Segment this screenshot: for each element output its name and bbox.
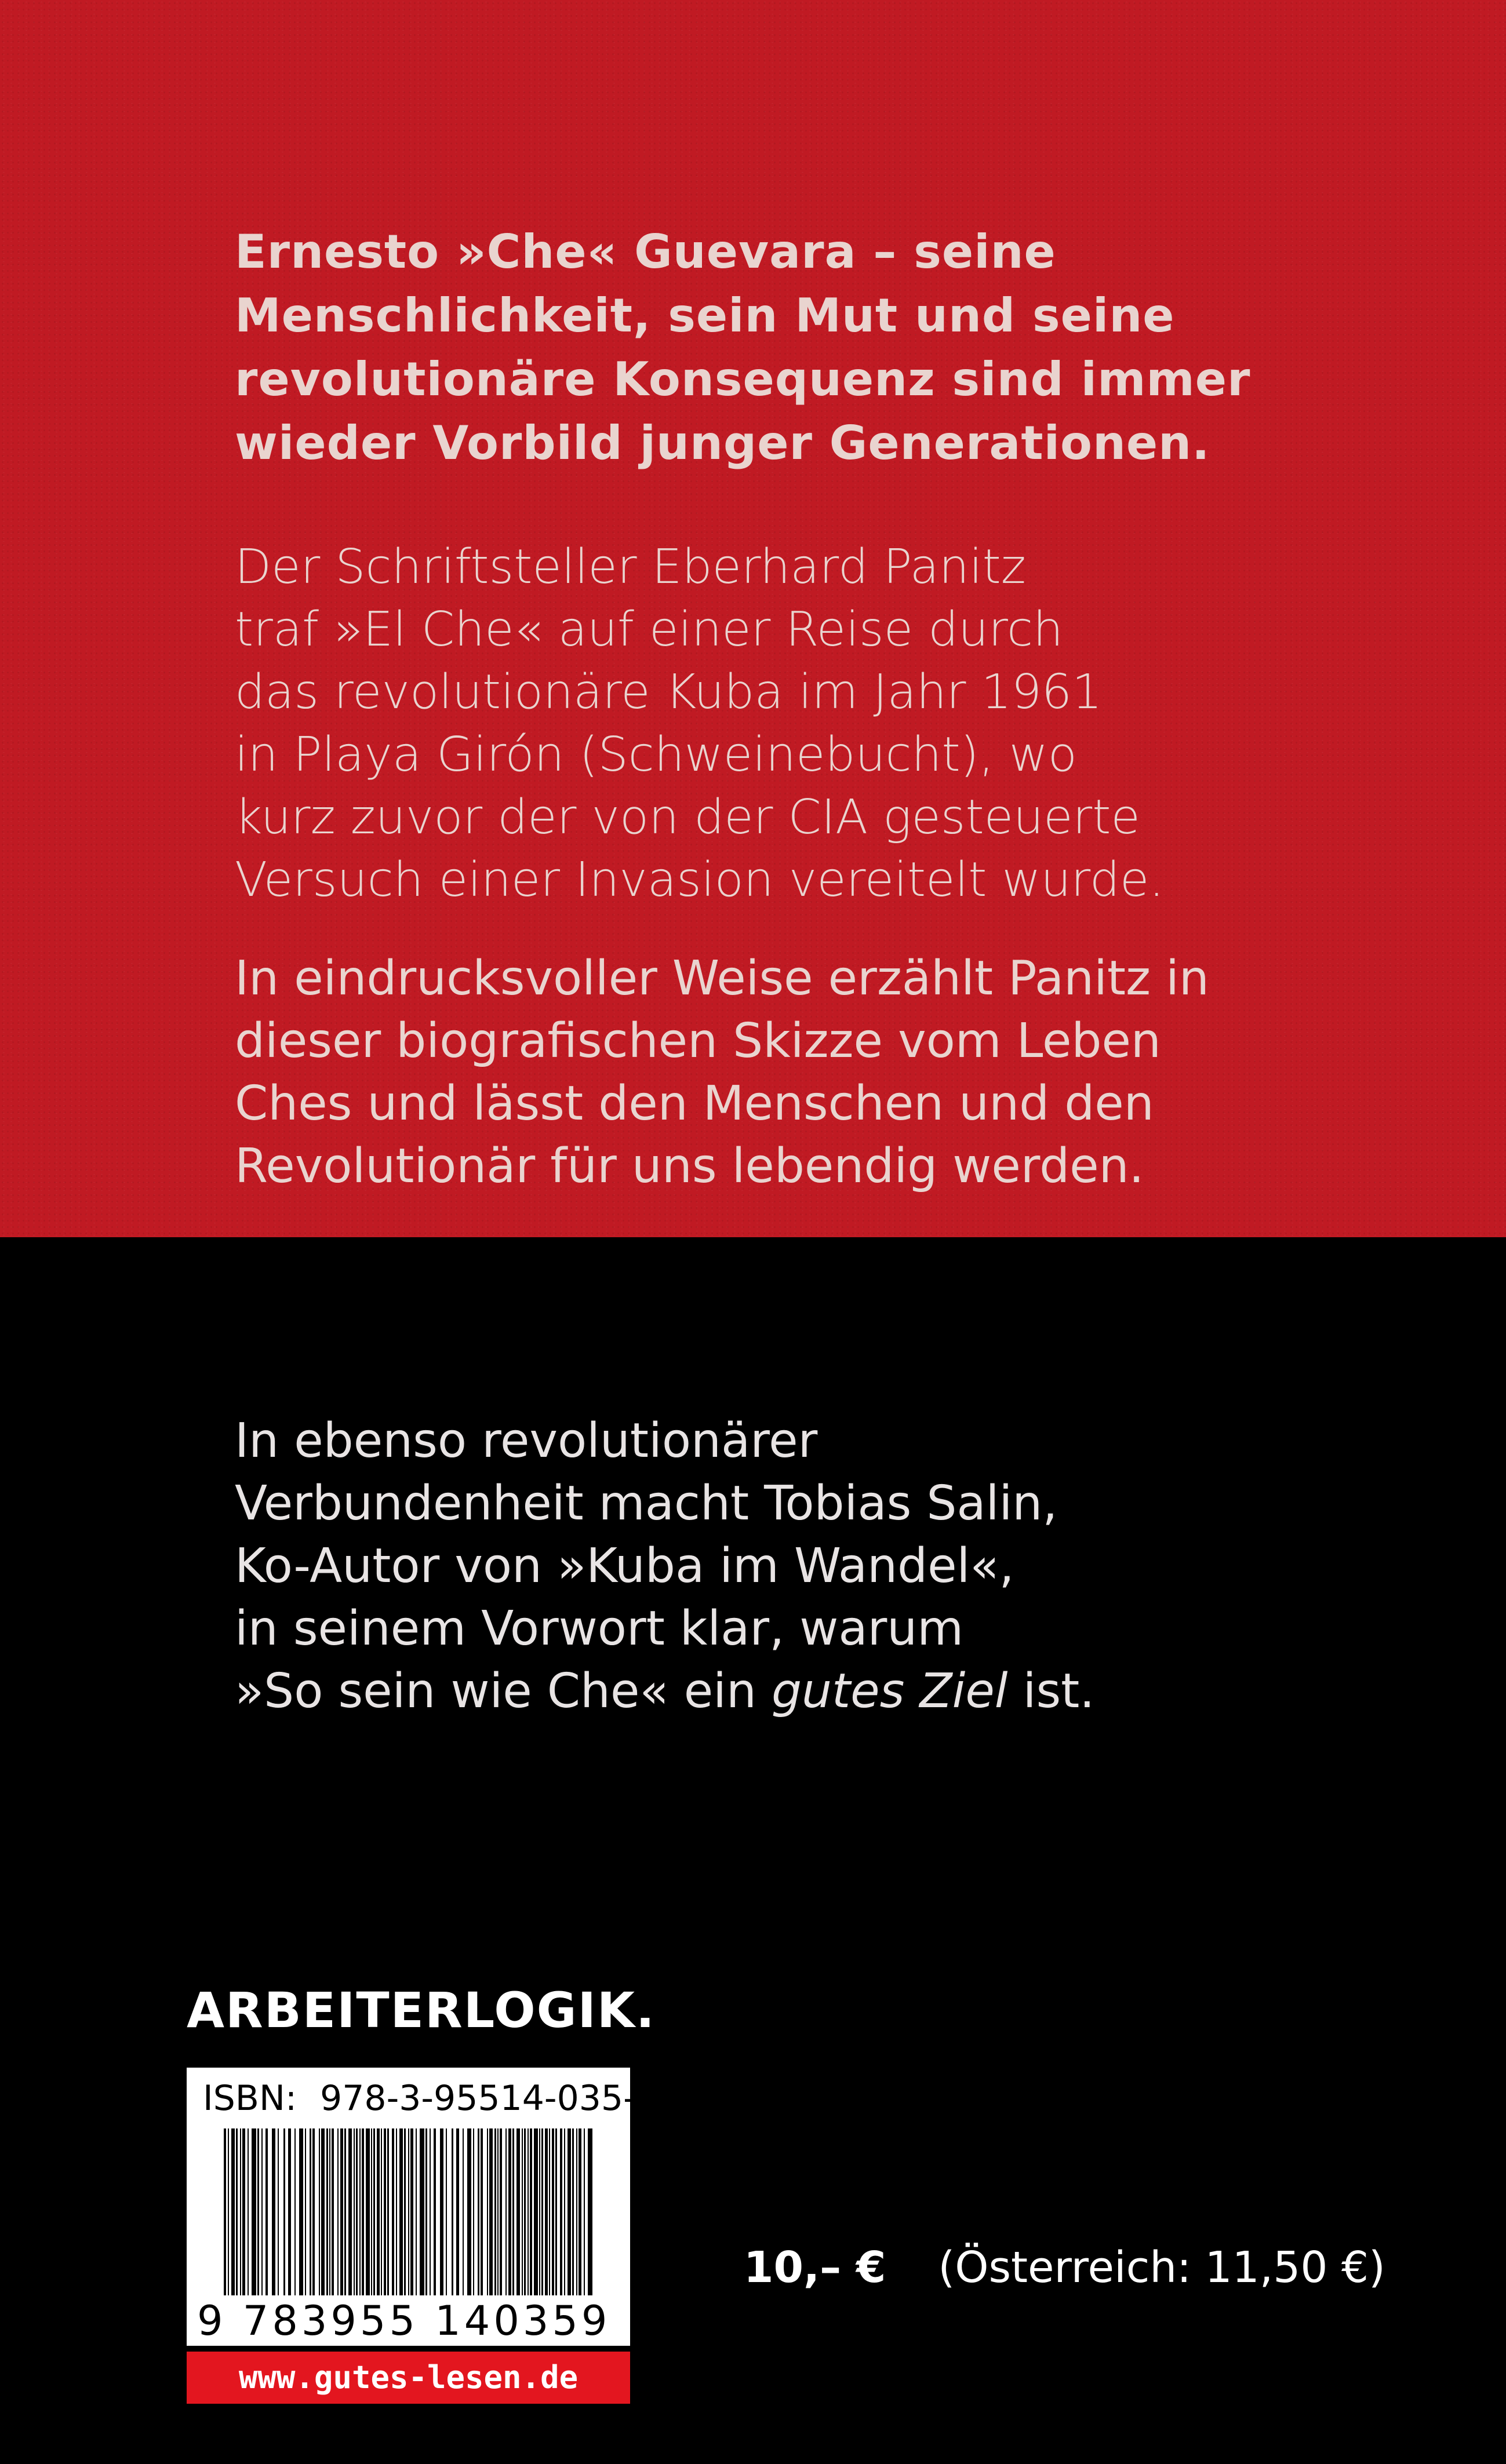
lead-paragraph bbox=[235, 220, 1251, 475]
body-paragraph-3 bbox=[235, 1410, 1094, 1723]
paragraph-line: in Playa Girón (Schweinebucht), wo bbox=[235, 727, 1077, 782]
paragraph-text: »So sein wie Che« ein bbox=[235, 1664, 772, 1719]
price-germany: 10,– € bbox=[744, 2243, 886, 2292]
paragraph-text: ist. bbox=[1007, 1664, 1095, 1719]
lead-line: Ernesto »Che« Guevara – seine bbox=[235, 225, 1056, 279]
isbn-text bbox=[203, 2078, 681, 2119]
paragraph-line: traf »El Che« auf einer Reise durch bbox=[235, 602, 1064, 657]
paragraph-line: in seinem Vorwort klar, warum bbox=[235, 1601, 964, 1656]
paragraph-line: In ebenso revolutionärer bbox=[235, 1413, 818, 1468]
paragraph-line: Revolutionär für uns lebendig werden. bbox=[235, 1139, 1144, 1194]
paragraph-line: Der Schriftsteller Eberhard Panitz bbox=[235, 540, 1026, 595]
lead-line: revolutionäre Konsequenz sind immer bbox=[235, 352, 1251, 406]
body-paragraph-1 bbox=[235, 536, 1164, 912]
body-paragraph-2 bbox=[235, 947, 1209, 1198]
paragraph-line: dieser biografischen Skizze vom Leben bbox=[235, 1014, 1161, 1069]
paragraph-line: Ko-Autor von »Kuba im Wandel«, bbox=[235, 1539, 1014, 1594]
isbn-label: ISBN: bbox=[203, 2078, 297, 2119]
paragraph-line: kurz zuvor der von der CIA gesteuerte bbox=[235, 790, 1140, 845]
price-austria: (Österreich: 11,50 €) bbox=[938, 2243, 1385, 2292]
paragraph-line: In eindrucksvoller Weise erzählt Panitz in bbox=[235, 951, 1209, 1006]
isbn-barcode-box bbox=[187, 2068, 665, 2346]
paragraph-line: Verbundenheit macht Tobias Salin, bbox=[235, 1476, 1058, 1531]
paragraph-line: das revolutionäre Kuba im Jahr 1961 bbox=[235, 665, 1103, 720]
barcode-image bbox=[224, 2128, 595, 2295]
website-link[interactable]: www.gutes-lesen.de bbox=[187, 2352, 630, 2404]
emphasis-text: gutes Ziel bbox=[771, 1664, 1008, 1719]
lead-line: Menschlichkeit, sein Mut und seine bbox=[235, 289, 1175, 342]
isbn-number: 978-3-95514-035-9 bbox=[320, 2078, 658, 2119]
lead-line: wieder Vorbild junger Generationen. bbox=[235, 416, 1210, 470]
paragraph-line bbox=[235, 1660, 1094, 1723]
paragraph-line: Versuch einer Invasion vereitelt wurde. bbox=[235, 852, 1165, 907]
paragraph-line: Ches und lässt den Menschen und den bbox=[235, 1076, 1154, 1131]
price bbox=[744, 2243, 1385, 2292]
publisher-logo: ARBEITERLOGIK. bbox=[187, 1982, 656, 2039]
ean-digits: 9 783955 140359 > bbox=[197, 2297, 665, 2345]
